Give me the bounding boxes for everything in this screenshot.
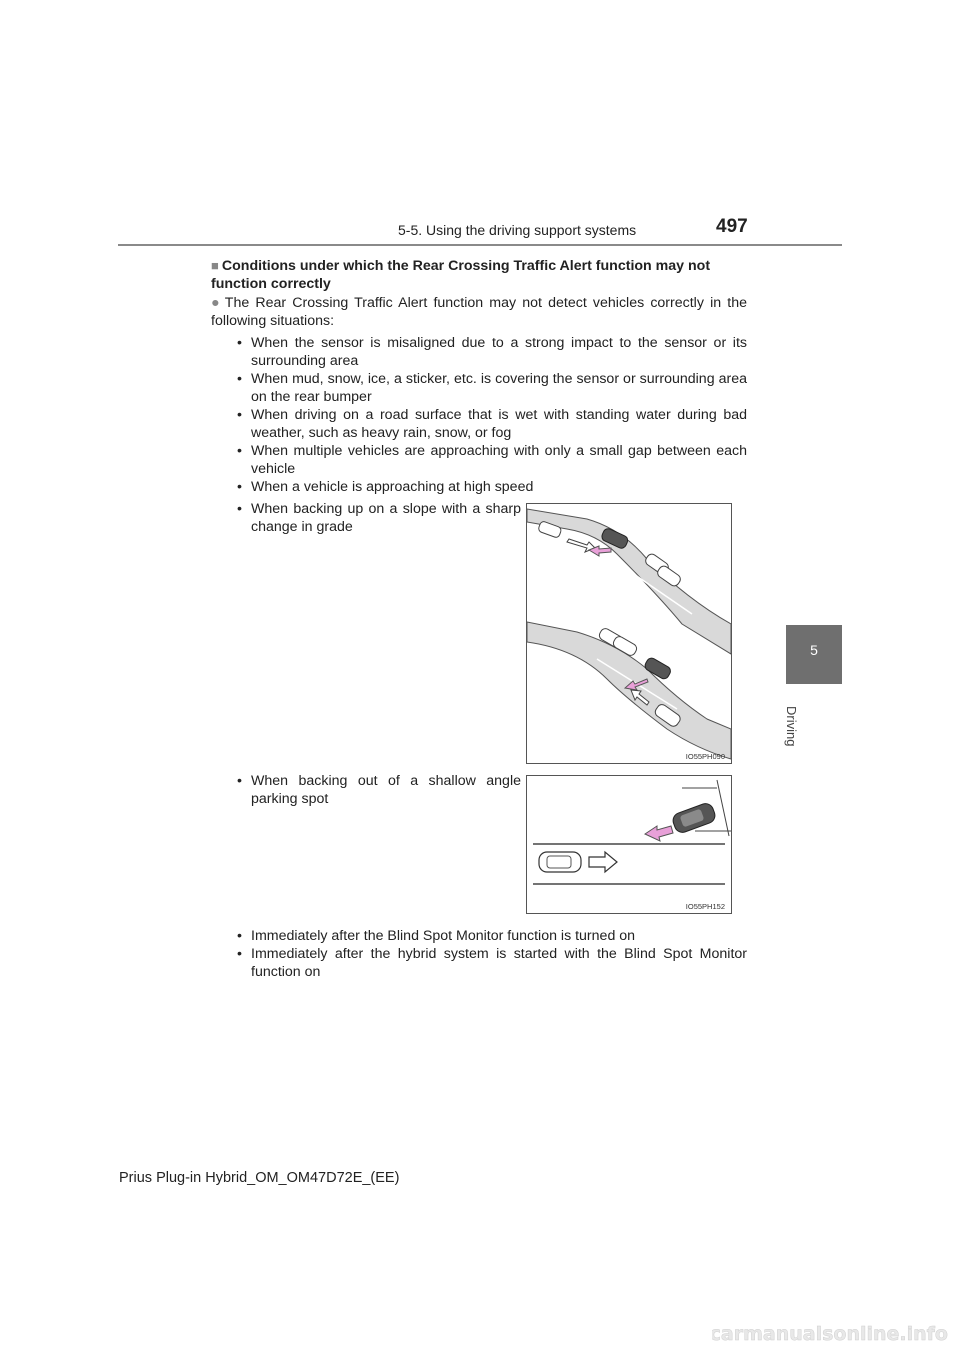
intro-text: The Rear Crossing Traffic Alert function may not detect vehicles correctly in the following situations:: [211, 295, 747, 329]
chapter-label: [775, 706, 815, 750]
parking-bullet: • When backing out of a shallow angle parking spot: [237, 772, 521, 808]
watermark-logo: [712, 1316, 952, 1350]
list-item: • Immediately after the hybrid system is started with the Blind Spot Monitor function on: [237, 945, 747, 981]
footer-manual-id: Prius Plug-in Hybrid_OM_OM47D72E_(EE): [119, 1170, 400, 1186]
figure-code: IO55PH152: [685, 902, 725, 911]
slope-illustration: [526, 503, 732, 764]
parking-diagram: [527, 776, 731, 913]
list-item: • Immediately after the Blind Spot Monitor function is turned on: [237, 927, 747, 945]
list-item: • When the sensor is misaligned due to a strong impact to the sensor or its surrounding area: [237, 334, 747, 370]
slope-bullet: • When backing up on a slope with a sharp change in grade: [237, 500, 521, 536]
slope-diagram: [527, 504, 731, 763]
conditions-list: [237, 334, 747, 496]
reverse-arrow: [645, 826, 673, 841]
final-conditions-list: [237, 927, 747, 981]
travel-arrow: [589, 852, 617, 872]
header-section-title: 5-5. Using the driving support systems: [398, 222, 637, 238]
chapter-number: 5: [810, 642, 818, 658]
backing-car: [671, 801, 717, 834]
svg-text:carmanualsonline.info: carmanualsonline.info: [712, 1323, 948, 1345]
list-item: • When a vehicle is approaching at high speed: [237, 478, 747, 496]
header-divider: [118, 244, 842, 246]
parking-line-3: [717, 780, 729, 836]
chapter-label-text: Driving: [784, 706, 799, 747]
watermark-graphic: [712, 1316, 952, 1350]
heading-square-marker: ■: [211, 258, 219, 273]
list-item: • When mud, snow, ice, a sticker, etc. is covering the sensor or surrounding area on the rear bumper: [237, 370, 747, 406]
page-number: 497: [716, 216, 748, 237]
list-item: • When driving on a road surface that is wet with standing water during bad weather, such as heavy rain, snow, or fog: [237, 406, 747, 442]
list-item: • When multiple vehicles are approaching with only a small gap between each vehicle: [237, 442, 747, 478]
figure-code: IO55PH090: [685, 752, 725, 761]
section-heading: [211, 257, 751, 293]
heading-text: Conditions under which the Rear Crossing Traffic Alert function may not function correctly: [211, 258, 711, 292]
intro-circle-marker: ●: [211, 295, 222, 311]
intro-paragraph: [211, 294, 747, 330]
parking-illustration: [526, 775, 732, 914]
approaching-car: [539, 852, 581, 872]
